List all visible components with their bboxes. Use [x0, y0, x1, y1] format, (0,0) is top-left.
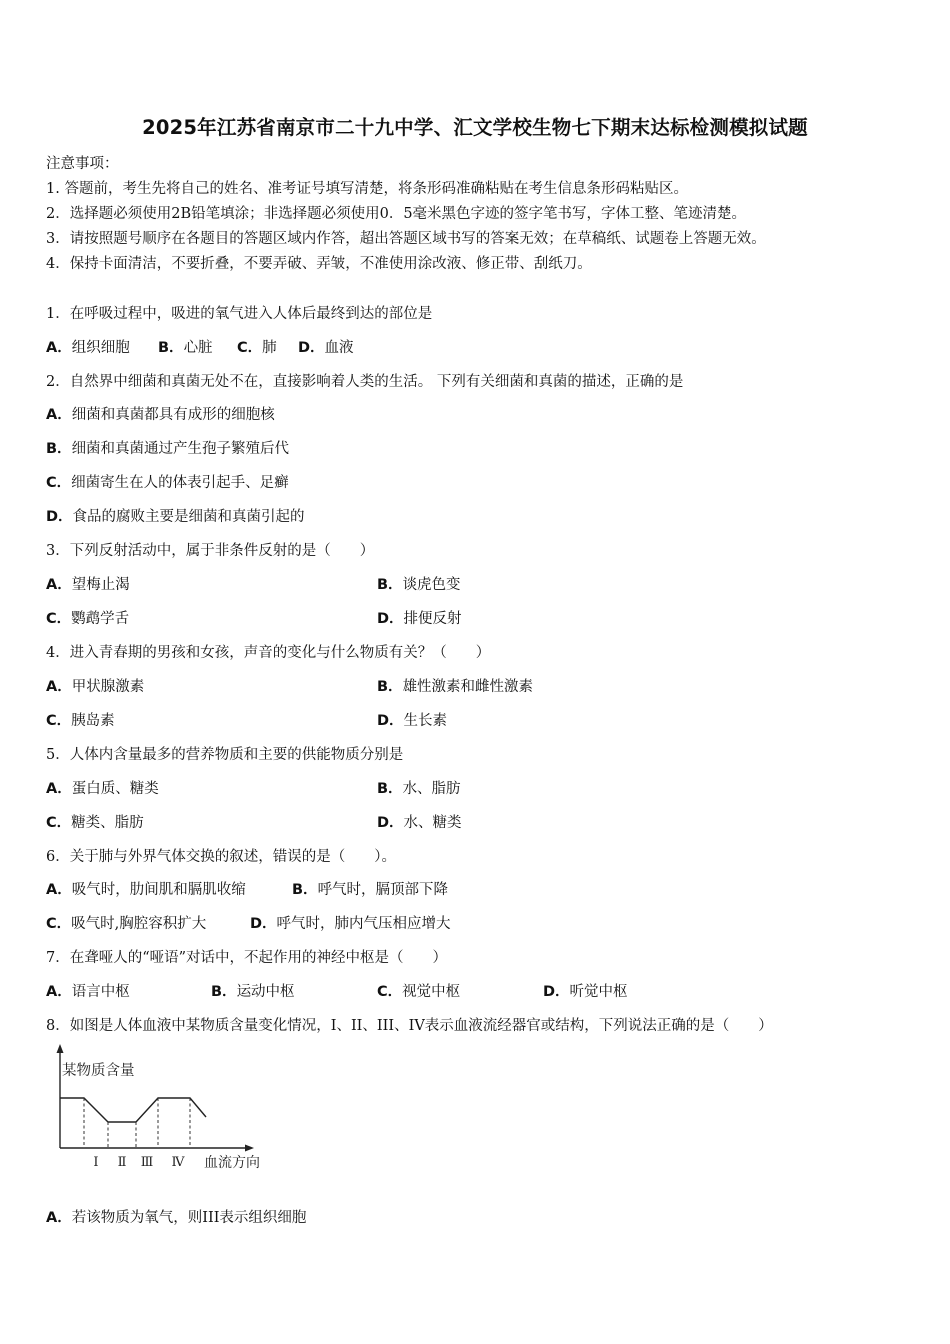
q5-option-c: C．糖类、脂肪	[46, 815, 144, 831]
q7-option-b: B．运动中枢	[211, 984, 295, 1000]
q2-option-c: C．细菌寄生在人的体表引起手、足癣	[46, 475, 289, 491]
question-2-stem: 2．自然界中细菌和真菌无处不在，直接影响着人类的生活。 下列有关细菌和真菌的描述，正确的是	[46, 374, 684, 390]
q1-option-d: D．血液	[298, 340, 354, 356]
q1-option-c: C．肺	[237, 340, 277, 356]
figure-curve	[60, 1098, 206, 1122]
question-3-stem: 3．下列反射活动中，属于非条件反射的是（ ）	[46, 543, 375, 559]
question-1-stem: 1．在呼吸过程中，吸进的氧气进入人体后最终到达的部位是	[46, 306, 433, 322]
q5-option-d: D．水、糖类	[377, 815, 462, 831]
notice-item: 1. 答题前，考生先将自己的姓名、准考证号填写清楚，将条形码准确粘贴在考生信息条形码粘贴区。	[46, 181, 688, 197]
figure-x-label: 血流方向	[204, 1155, 260, 1171]
q4-option-b: B．雄性激素和雌性激素	[377, 679, 534, 695]
notice-item: 3．请按照题号顺序在各题目的答题区域内作答，超出答题区域书写的答案无效；在草稿纸、试题卷上答题无效。	[46, 231, 766, 247]
question-8-stem: 8．如图是人体血液中某物质含量变化情况，I、II、III、IV表示血液流经器官或结构，下列说法正确的是（ ）	[46, 1018, 773, 1034]
q3-option-a: A．望梅止渴	[46, 577, 130, 593]
question-5-stem: 5．人体内含量最多的营养物质和主要的供能物质分别是	[46, 747, 404, 763]
question-7-stem: 7．在聋哑人的“哑语”对话中，不起作用的神经中枢是（ ）	[46, 950, 448, 966]
blood-substance-figure	[40, 1042, 280, 1180]
figure-tick-1: Ⅰ	[93, 1155, 99, 1170]
q2-option-b: B．细菌和真菌通过产生孢子繁殖后代	[46, 441, 290, 457]
q6-option-c: C．吸气时,胸腔容积扩大	[46, 916, 207, 932]
figure-tick-2: Ⅱ	[117, 1155, 127, 1170]
q7-option-a: A．语言中枢	[46, 984, 130, 1000]
figure-y-arrow	[57, 1044, 64, 1053]
q4-option-d: D．生长素	[377, 713, 448, 729]
q4-option-a: A．甲状腺激素	[46, 679, 145, 695]
q2-option-d: D．食品的腐败主要是细菌和真菌引起的	[46, 509, 305, 525]
figure-tick-4: Ⅳ	[171, 1155, 185, 1170]
q4-option-c: C．胰岛素	[46, 713, 115, 729]
q8-option-a: A．若该物质为氧气，则III表示组织细胞	[46, 1210, 307, 1226]
q2-option-a: A．细菌和真菌都具有成形的细胞核	[46, 407, 275, 423]
figure-y-label: 某物质含量	[62, 1063, 135, 1079]
question-4-stem: 4．进入青春期的男孩和女孩，声音的变化与什么物质有关？（ ）	[46, 645, 491, 661]
q3-option-c: C．鹦鹉学舌	[46, 611, 130, 627]
q3-option-b: B．谈虎色变	[377, 577, 461, 593]
q1-option-b: B．心脏	[158, 340, 213, 356]
q5-option-a: A．蛋白质、糖类	[46, 781, 159, 797]
notice-heading: 注意事项：	[46, 156, 119, 172]
q6-option-b: B．呼气时，膈顶部下降	[292, 882, 449, 898]
q7-option-d: D．听觉中枢	[543, 984, 628, 1000]
q6-option-d: D．呼气时，肺内气压相应增大	[250, 916, 451, 932]
q7-option-c: C．视觉中枢	[377, 984, 461, 1000]
q3-option-d: D．排便反射	[377, 611, 462, 627]
q5-option-b: B．水、脂肪	[377, 781, 461, 797]
notice-item: 2．选择题必须使用2B铅笔填涂；非选择题必须使用0．5毫米黑色字迹的签字笔书写，字体工整、笔迹清楚。	[46, 206, 747, 222]
question-6-stem: 6．关于肺与外界气体交换的叙述，错误的是（ ）。	[46, 849, 396, 865]
figure-x-arrow	[245, 1145, 254, 1152]
q1-option-a: A．组织细胞	[46, 340, 130, 356]
figure-tick-3: Ⅲ	[140, 1155, 154, 1170]
page-title: 2025年江苏省南京市二十九中学、汇文学校生物七下期末达标检测模拟试题	[142, 116, 808, 139]
q6-option-a: A．吸气时，肋间肌和膈肌收缩	[46, 882, 246, 898]
notice-item: 4．保持卡面清洁，不要折叠，不要弄破、弄皱，不准使用涂改液、修正带、刮纸刀。	[46, 256, 592, 272]
